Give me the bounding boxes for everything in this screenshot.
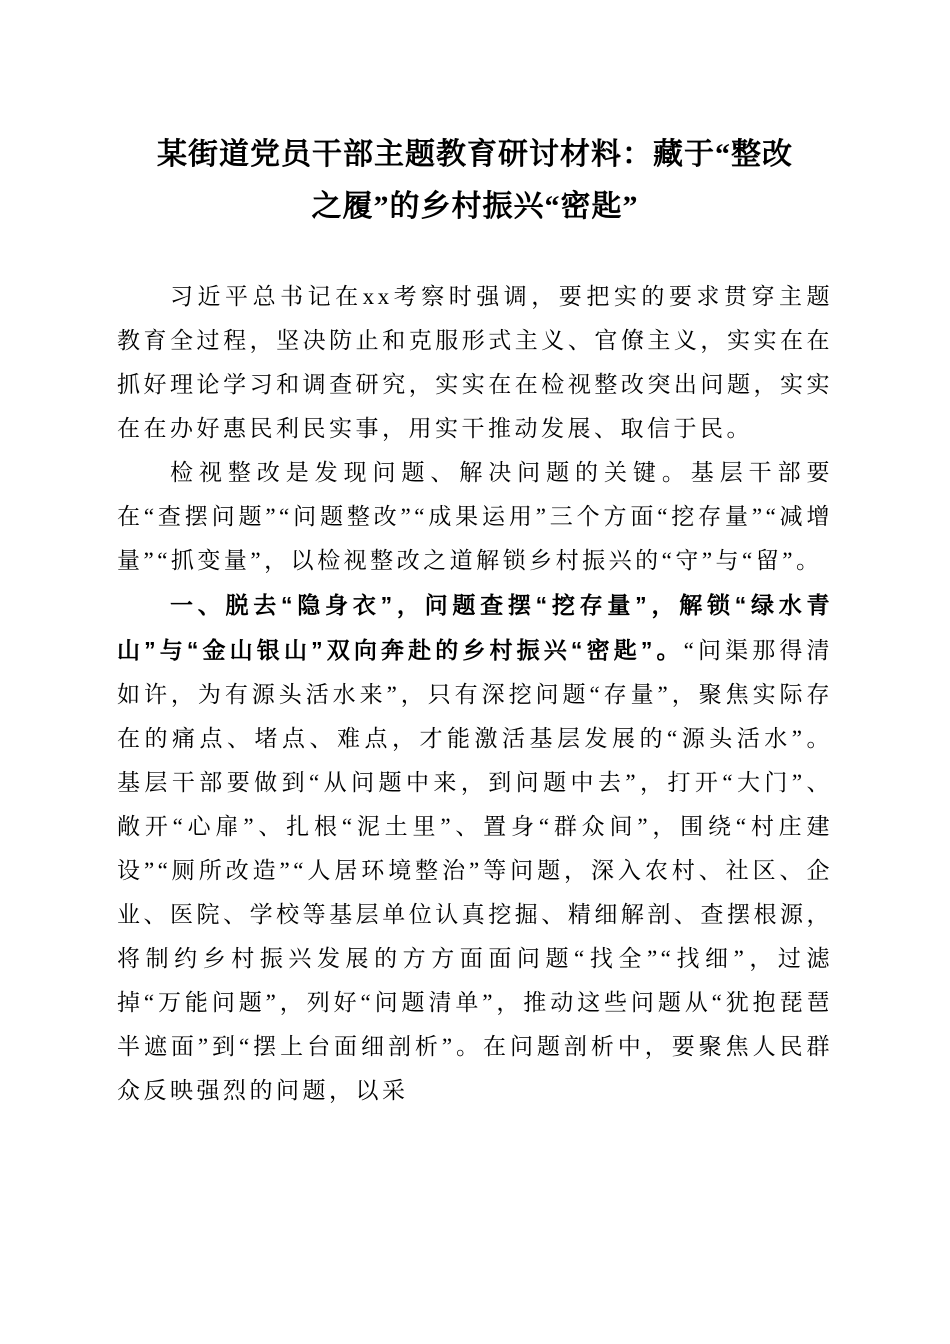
paragraph-section-one [117, 583, 833, 1113]
document-title: 某街道党员干部主题教育研讨材料：藏于“整改之履”的乡村振兴“密匙” [157, 138, 793, 223]
section-one-body: “问渠那得清如许，为有源头活水来”，只有深挖问题“存量”，聚焦实际存在的痛点、堵点、难点，才能激活基层发展的“源头活水”。基层干部要做到“从问题中来，到问题中去”，打开“大门”、敞开“心扉”、扎根“泥土里”、置身“群众间”，围绕“村庄建设”“厕所改造”“人居环境整治”等问题，深入农村、社区、企业、医院、学校等基层单位认真挖掘、精细解剖、查摆根源，将制约乡村振兴发展的方方面面问题“找全”“找细”，过滤掉“万能问题”，列好“问题清单”，推动这些问题从“犹抱琵琶半遮面”到“摆上台面细剖析”。在问题剖析中，要聚焦人民群众反映强烈的问题，以采 [117, 638, 833, 1103]
paragraph-intro: 习近平总书记在xx考察时强调，要把实的要求贯穿主题教育全过程，坚决防止和克服形式主义、官僚主义，实实在在抓好理论学习和调查研究，实实在在检视整改突出问题，实实在在办好惠民利民实事，用实干推动发展、取信于民。 [117, 284, 833, 441]
paragraph-overview: 检视整改是发现问题、解决问题的关键。基层干部要在“查摆问题”“问题整改”“成果运用”三个方面“挖存量”“减增量”“抓变量”，以检视整改之道解锁乡村振兴的“守”与“留”。 [117, 460, 833, 573]
section-one-heading: 一、脱去“隐身衣”，问题查摆“挖存量”，解锁“绿水青山”与“金山银山”双向奔赴的乡村振兴“密匙”。 [117, 592, 833, 663]
